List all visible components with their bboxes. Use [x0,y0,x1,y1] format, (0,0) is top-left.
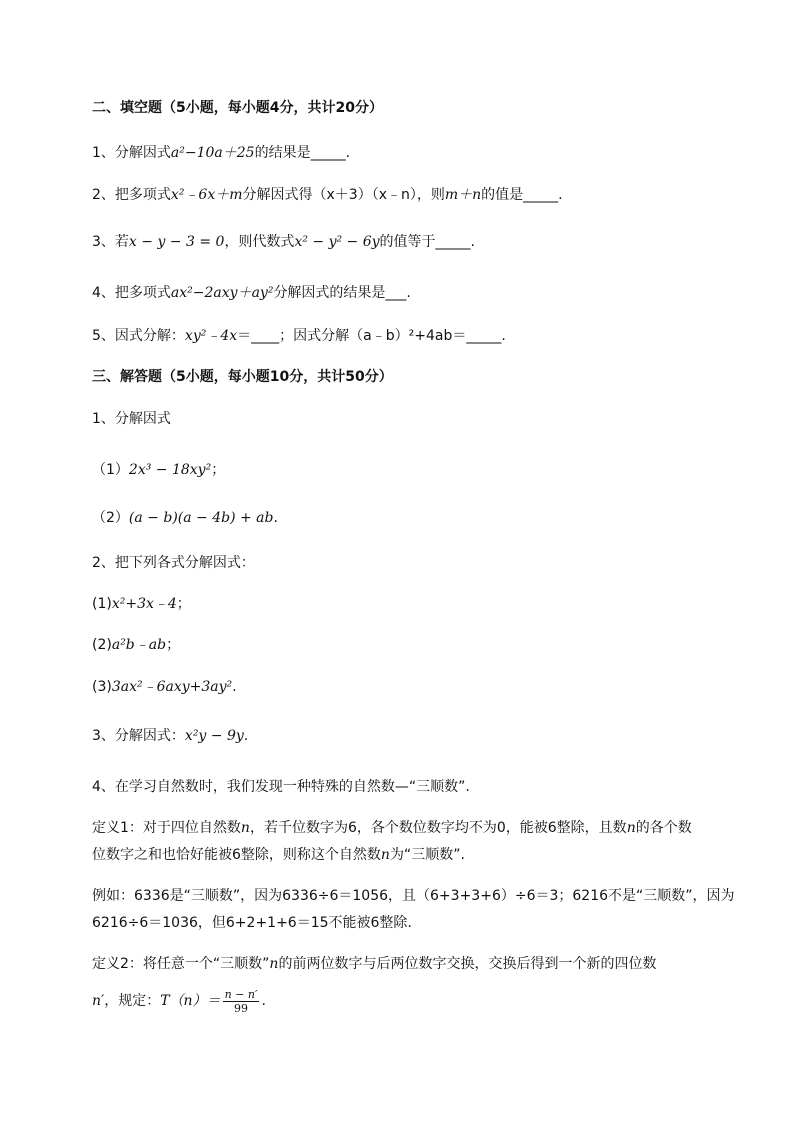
question-3-1-title: 1、分解因式 [92,411,171,427]
question-2-5: 5、因式分解：xy²﹣4x＝____；因式分解（a﹣b）²+4ab＝_____. [92,328,506,344]
question-3-2-part-3: (3)3ax²﹣6axy+3ay². [92,679,237,695]
question-3-4-intro: 4、在学习自然数时，我们发现一种特殊的自然数—“三顺数”. [92,779,470,795]
question-2-2: 2、把多项式x²﹣6x＋m分解因式得（x＋3）（x﹣n），则m＋n的值是_____. [92,187,563,203]
definition-1-line-2: 位数字之和也恰好能被6整除，则称这个自然数n为“三顺数”. [92,847,465,863]
question-3-2-part-2: (2)a²b﹣ab； [92,637,181,653]
section-heading-solutions: 三、解答题（5小题，每小题10分，共计50分） [92,369,393,385]
question-2-1: 1、分解因式a²−10a＋25的结果是_____. [92,145,351,161]
question-3-2-title: 2、把下列各式分解因式： [92,555,255,571]
example-line-2: 6216÷6＝1036，但6+2+1+6＝15不能被6整除. [92,915,412,931]
question-3-2-part-1: (1)x²+3x﹣4； [92,596,191,612]
definition-2-line-1: 定义2：将任意一个“三顺数”n的前两位数字与后两位数字交换，交换后得到一个新的四位数 [92,956,657,972]
fraction-formula [223,988,260,1015]
question-3-3: 3、分解因式：x²y − 9y. [92,728,249,744]
example-line-1: 例如：6336是“三顺数”，因为6336÷6＝1056，且（6+3+3+6）÷6＝3；6216不是“三顺数”，因为 [92,888,735,904]
definition-2-line-2: n′，规定：T（n）＝ $\frac{n - n'}{99}$ . [92,987,266,1015]
definition-1-line-1: 定义1：对于四位自然数n，若千位数字为6，各个数位数字均不为0，能被6整除，且数n的各个数 [92,820,692,836]
section-heading-fill-in: 二、填空题（5小题，每小题4分，共计20分） [92,100,383,116]
question-2-3: 3、若x − y − 3 = 0，则代数式x² − y² − 6y的值等于_____. [92,234,475,250]
fraction-denominator: 99 [234,1001,248,1015]
fraction-numerator: n − n′ [224,987,258,1001]
question-3-1-part-1: （1）2x³ − 18xy²； [92,462,226,478]
question-2-4: 4、把多项式ax²−2axy＋ay²分解因式的结果是___. [92,285,411,301]
question-3-1-part-2: （2）(a − b)(a − 4b) + ab. [92,510,278,526]
